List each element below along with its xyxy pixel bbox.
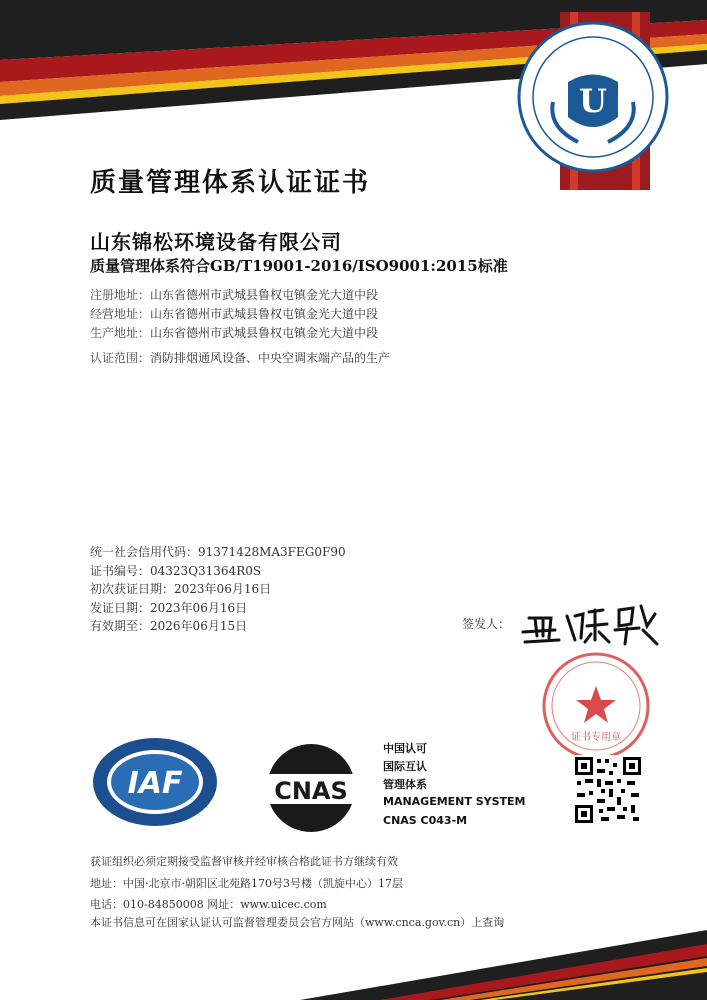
valid-until-value: 2026年06月15日 [150, 619, 248, 633]
accreditation-line-4: MANAGEMENT SYSTEM [383, 795, 526, 808]
certification-body-badge [508, 12, 678, 190]
scope-row [90, 349, 390, 366]
cert-no-row [90, 562, 261, 579]
footer-ribbon [0, 900, 707, 1000]
seal-center-text: 证书专用章 [571, 732, 621, 743]
standard-statement: 质量管理体系符合GB/T19001-2016/ISO9001:2015标准 [90, 257, 508, 275]
handwritten-signature [515, 590, 665, 650]
signer-label: 签发人： [462, 617, 511, 631]
issue-date-value: 2023年06月16日 [150, 601, 248, 615]
first-issue-label: 初次获证日期： [90, 582, 175, 596]
cert-no-label: 证书编号： [90, 564, 151, 578]
credit-code-value: 91371428MA3FEG0F90 [198, 545, 346, 559]
accreditation-line-1: 中国认可 [383, 742, 427, 755]
business-address-row [90, 305, 378, 322]
accreditation-line-2: 国际互认 [383, 760, 427, 773]
cnas-text: CNAS [274, 777, 348, 805]
certificate-title: 质量管理体系认证证书 [90, 168, 371, 198]
credit-code-row [90, 543, 346, 560]
registered-address-row [90, 286, 378, 303]
business-address-value: 山东省德州市武城县鲁权屯镇金光大道中段 [150, 307, 379, 321]
production-address-value: 山东省德州市武城县鲁权屯镇金光大道中段 [150, 326, 379, 340]
registered-address-label: 注册地址： [90, 288, 151, 302]
iaf-text: IAF [127, 766, 183, 801]
iaf-logo [90, 735, 220, 830]
registered-address-value: 山东省德州市武城县鲁权屯镇金光大道中段 [150, 288, 379, 302]
footer-validity-note: 获证组织必须定期接受监督审核并经审核合格此证书方继续有效 [90, 855, 398, 868]
qr-code[interactable] [573, 755, 643, 825]
cnas-logo [255, 742, 367, 834]
company-name: 山东锦松环境设备有限公司 [90, 230, 342, 254]
business-address-label: 经营地址： [90, 307, 151, 321]
scope-label: 认证范围： [90, 351, 151, 365]
scope-value: 消防排烟通风设备、中央空调末端产品的生产 [150, 351, 391, 365]
svg-text:U: U [579, 82, 607, 120]
accreditation-line-5: CNAS C043-M [383, 814, 468, 827]
footer-verify-note: 本证书信息可在国家认证认可监督管理委员会官方网站（www.cnca.gov.cn）上查询 [90, 916, 505, 929]
issue-date-label: 发证日期： [90, 601, 151, 615]
official-seal [540, 650, 652, 762]
accreditation-line-3: 管理体系 [383, 778, 427, 791]
valid-until-row [90, 617, 247, 634]
first-issue-value: 2023年06月16日 [174, 582, 272, 596]
valid-until-label: 有效期至： [90, 619, 151, 633]
first-issue-row [90, 580, 271, 597]
footer-address: 地址：中国·北京市·朝阳区北苑路170号3号楼（凯旋中心）17层 [90, 877, 403, 890]
production-address-label: 生产地址： [90, 326, 151, 340]
credit-code-label: 统一社会信用代码： [90, 545, 199, 559]
footer-contact: 电话：010-84850008 网址：www.uicec.com [90, 898, 327, 911]
cert-no-value: 04323Q31364R0S [150, 564, 262, 578]
issue-date-row [90, 599, 247, 616]
production-address-row [90, 324, 378, 341]
